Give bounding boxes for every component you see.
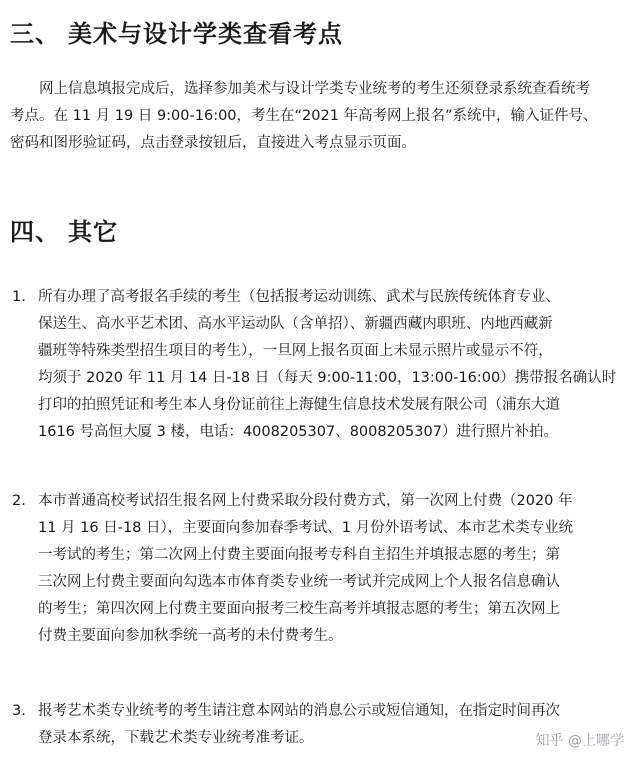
watermark: 知乎 @上哪学 (535, 733, 624, 749)
paragraph-line: 网上信息填报完成后，选择参加美术与设计学类专业统考的考生还须登录系统查看统考 (10, 81, 590, 97)
list-item-line: 三次网上付费主要面向勾选本市体育类专业统一考试并完成网上个人报名信息确认 (38, 574, 560, 590)
list-item-line: 付费主要面向参加秋季统一高考的未付费考生。 (38, 628, 343, 644)
list-item-line: 所有办理了高考报名手续的考生（包括报考运动训练、武术与民族传统体育专业、 (38, 289, 560, 305)
list-item-body (38, 284, 630, 446)
section-3-paragraph (10, 76, 630, 157)
list-item-line: 打印的拍照凭证和考生本人身份证前往上海健生信息技术发展有限公司（浦东大道 (38, 397, 560, 413)
section-4-number: 四、 (10, 218, 60, 246)
section-3-heading (10, 14, 343, 49)
list-marker: 1. (12, 289, 26, 305)
list-item-line: 疆班等特殊类型招生项目的考生），一旦网上报名页面上未显示照片或显示不符， (38, 343, 553, 359)
list-item-line: 均须于 2020 年 11 月 14 日-18 日（每天 9:00-11:00，13:00-16:00）携带报名确认时 (38, 370, 617, 386)
list-item-line: 1616 号高恒大厦 3 楼，电话：4008205307、8008205307）进行照片补拍。 (38, 424, 558, 440)
list-item-line: 登录本系统，下载艺术类专业统考准考证。 (38, 730, 314, 746)
section-4-heading (10, 212, 118, 247)
list-marker: 3. (12, 703, 26, 719)
list-item-body (38, 488, 630, 650)
paragraph-line: 考点。在 11 月 19 日 9:00-16:00，考生在“2021 年高考网上报名”系统中，输入证件号、 (10, 108, 598, 124)
list-item-line: 本市普通高校考试招生报名网上付费采取分段付费方式，第一次网上付费（2020 年 (38, 493, 573, 509)
list-item-line: 报考艺术类专业统考的考生请注意本网站的消息公示或短信通知，在指定时间再次 (38, 703, 560, 719)
list-item-line: 保送生、高水平艺术团、高水平运动队（含单招）、新疆西藏内职班、内地西藏新 (38, 316, 553, 332)
list-marker: 2. (12, 493, 26, 509)
section-3-number: 三、 (10, 20, 60, 48)
list-item-line: 11 月 16 日-18 日），主要面向参加春季考试、1 月份外语考试、本市艺术类专业统 (38, 520, 574, 536)
paragraph-line: 密码和图形验证码，点击登录按钮后，直接进入考点显示页面。 (10, 135, 416, 151)
section-3-title: 美术与设计学类查看考点 (68, 20, 343, 48)
section-4-title: 其它 (68, 218, 118, 246)
list-item-line: 的考生；第四次网上付费主要面向报考三校生高考并填报志愿的考生；第五次网上 (38, 601, 560, 617)
list-item-line: 一考试的考生；第二次网上付费主要面向报考专科自主招生并填报志愿的考生；第 (38, 547, 560, 563)
